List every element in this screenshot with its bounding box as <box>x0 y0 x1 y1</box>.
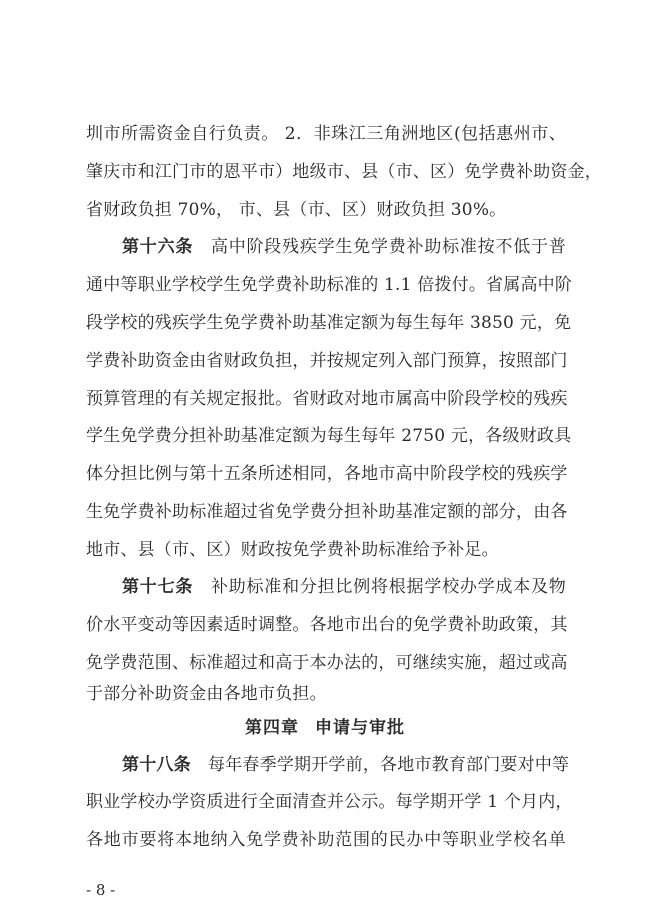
text-line: 学费补助资金由省财政负担，并按规定列入部门预算，按照部门 <box>86 351 568 371</box>
text-line: 省财政负担 70%， 市、县（市、区）财政负担 30%。 <box>86 200 507 220</box>
article-16-first-line: 第十六条 高中阶段残疾学生免学费补助标准按不低于普 <box>122 237 567 257</box>
article-17-first-line: 第十七条 补助标准和分担比例将根据学校办学成本及物 <box>122 577 567 597</box>
text-line: 通中等职业学校学生免学费补助标准的 1.1 倍拨付。省属高中阶 <box>86 275 573 295</box>
article-17-label: 第十七条 <box>122 577 194 597</box>
text-line: 免学费范围、标准超过和高于本办法的，可继续实施，超过或高 <box>86 653 568 673</box>
chapter-number: 第四章 <box>245 718 299 738</box>
article-16-label: 第十六条 <box>122 237 194 257</box>
text-line: 于部分补助资金由各地市负担。 <box>86 684 327 704</box>
article-18-label: 第十八条 <box>122 755 191 775</box>
text-line: 职业学校办学资质进行全面清查并公示。每学期开学 1 个月内， <box>86 792 573 812</box>
text-line: 地市、县（市、区）财政按免学费补助标准给予补足。 <box>86 540 499 560</box>
text-line: 体分担比例与第十五条所述相同，各地市高中阶段学校的残疾学 <box>86 464 568 484</box>
text-line: 学生免学费分担补助基准定额为每生每年 2750 元，各级财政具 <box>86 426 572 446</box>
text-line: 圳市所需资金自行负责。 2．非珠江三角洲地区(包括惠州市、 <box>86 124 566 144</box>
page-number: - 8 - <box>86 881 116 899</box>
text-line: 生免学费补助标准超过省免学费分担补助基准定额的部分，由各 <box>86 502 568 522</box>
text-line: 价水平变动等因素适时调整。各地市出台的免学费补助政策，其 <box>86 615 568 635</box>
text-line: 肇庆市和江门市的恩平市）地级市、县（市、区）免学费补助资金， <box>86 162 602 182</box>
article-18-first-line: 第十八条 每年春季学期开学前，各地市教育部门要对中等 <box>122 755 570 775</box>
chapter-heading <box>0 716 650 740</box>
chapter-title: 申请与审批 <box>315 718 405 738</box>
text-line: 各地市要将本地纳入免学费补助范围的民办中等职业学校名单 <box>86 830 566 850</box>
text-line: 段学校的残疾学生免学费补助基准定额为每生每年 3850 元，免 <box>86 313 572 333</box>
text-line: 预算管理的有关规定报批。省财政对地市属高中阶段学校的残疾 <box>86 389 568 409</box>
